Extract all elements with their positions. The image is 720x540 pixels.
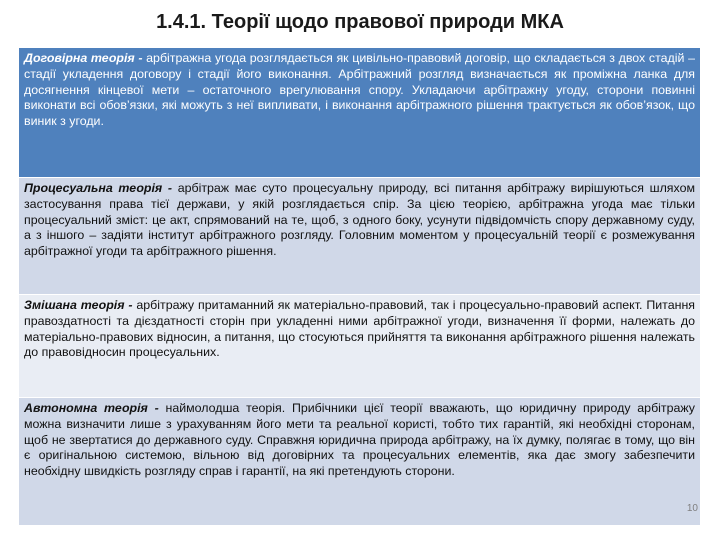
theory-row-procedural [19,178,700,295]
theories-table [19,48,700,526]
theory-term: Договірна теорія - [24,51,143,65]
theory-row-contractual [19,48,700,178]
page-number: 10 [686,503,698,514]
theory-description: наймолодша теорія. Прибічники цієї теорії вважають, що юридичну природу арбітражу можна визначити лише з урахуванням його мети та реальної користі, тобто тих гарантій, які необхідні сторонам, щоб не звертатися до державного суду. Справжня юридична природа арбітражу, на їх думку, полягає в тому, що він є оригінальною системою, вільною від договірних та процесуальних елементів, яка дає змогу забезпечити необхідну швидкість розгляду справ і гарантії, на які претендують сторони. [24,401,695,479]
theory-description: арбітраж має суто процесуальну природу, всі питання арбітражу вирішуються шляхом застосування права тієї держави, у якій розглядається спір. За цією теорією, арбітражна угода має тільки процесуальний зміст: це акт, спрямований на те, щоб, з одного боку, усунути підвідомчість спору державному суду, а з іншого – задіяти інститут арбітражного розгляду. Головним моментом у процесуальній теорії є розмежування арбітражної угоди та арбітражного рішення. [24,181,695,259]
theory-term: Автономна теорія - [24,401,159,415]
theory-description: арбітражна угода розглядається як цивільно-правовий договір, що складається з двох стадій – стадії укладення договору і стадії його виконання. Арбітражний розгляд визначається як проміжна ланка для досягнення кінцевої мети – остаточного врегулювання спору. Укладаючи арбітражну угоду, сторони повинні виконати всі обов’язки, які можуть з неї випливати, і виконання арбітражного рішення трактується як обов’язок, що виник з угоди. [24,51,695,129]
theory-row-autonomous [19,398,700,526]
theory-term: Процесуальна теорія - [24,181,173,195]
theory-row-mixed [19,295,700,398]
theory-description: арбітражу притаманний як матеріально-правовий, так і процесуально-правовий аспект. Питання правоздатності та дієздатності сторін при укладенні ними арбітражної угоди, визначення її форми, належать до матеріально-правових відносин, а питання, що стосуються прийняття та виконання арбітражного рішення належать до правовідносин процесуальних. [24,298,695,360]
slide-title: 1.4.1. Теорії щодо правової природи МКА [156,11,564,33]
theory-term: Змішана теорія - [24,298,133,312]
